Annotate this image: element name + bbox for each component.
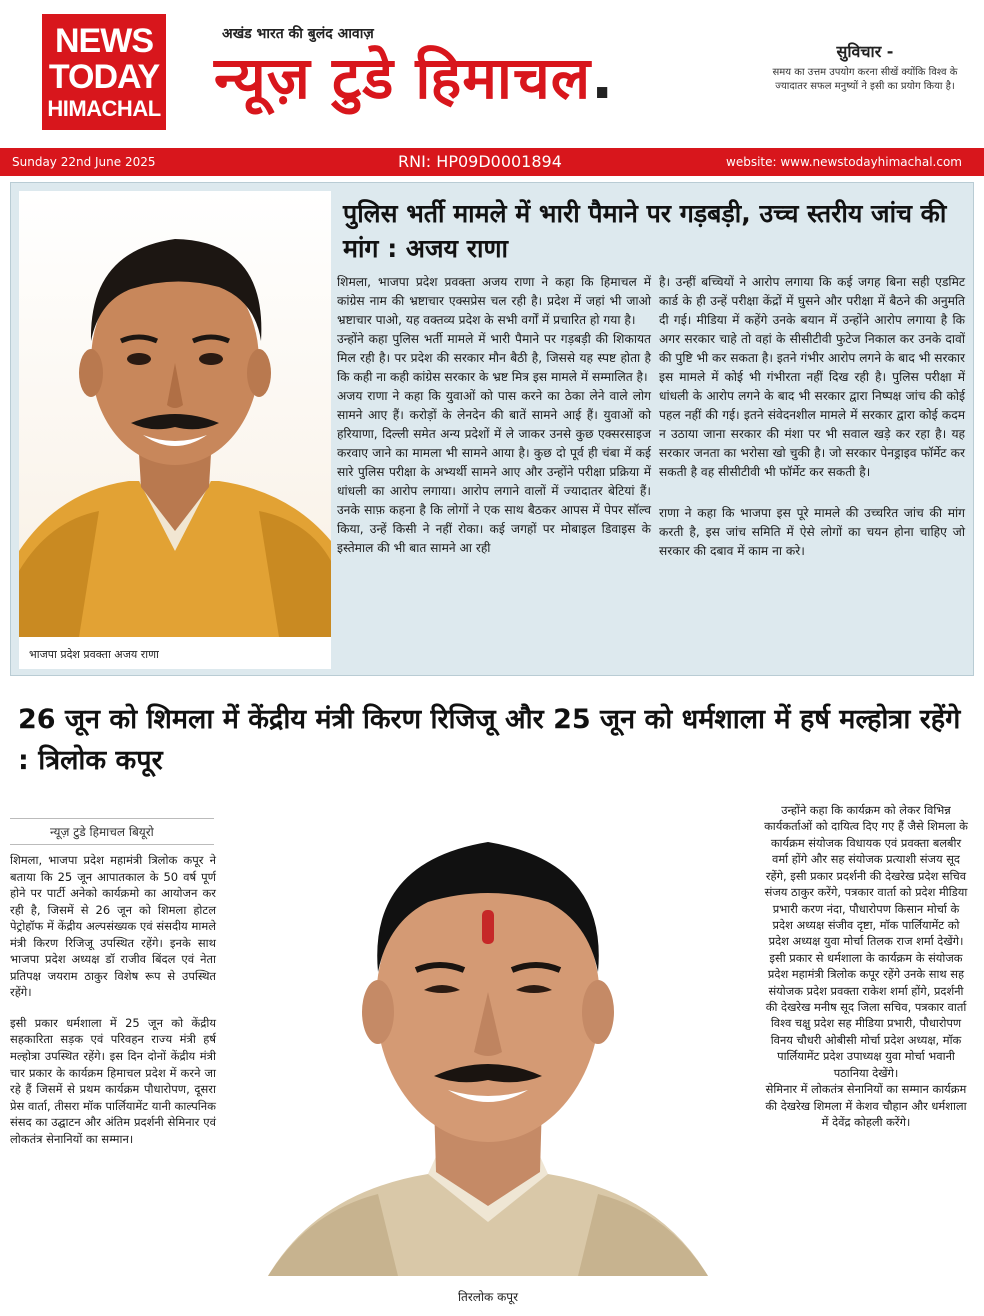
story2-para-2: इसी प्रकार धर्मशाला में 25 जून को केंद्रीय सहकारिता सड़क एवं परिवहन राज्य मंत्री हर्ष मल्होत्रा उपस्थित रहेंगे। इस दिन दोनों केंद्रीय मंत्री चार प्रकार के कार्यक्रम हिमाचल प्रदेश में करने जा रहे हैं जिसमें से प्रथम कार्यक्रम पौधारोपण, दूसरा प्रेस वार्ता, तीसरा मॉक पार्लियामेंट यानी काल्पनिक संसद का उद्घाटन और अंतिम प्रदर्शनी सेमिनार एवं लोकतंत्र सेनानियों का सम्मान। (10, 1015, 216, 1146)
logo-line-himachal: HIMACHAL (47, 96, 161, 121)
website-link[interactable]: website: www.newstodayhimachal.com (726, 155, 962, 169)
tagline: अखंड भारत की बुलंद आवाज़ (222, 26, 374, 42)
rni-number: RNI: HP09D0001894 (398, 152, 562, 171)
story1-headline[interactable]: पुलिस भर्ती मामले में भारी पैमाने पर गड़बड़ी, उच्च स्तरीय जांच की मांग : अजय राणा (343, 199, 947, 263)
story2-para-3: उन्होंने कहा कि कार्यक्रम को लेकर विभिन्न कार्यकर्ताओं को दायित्व दिए गए हैं जैसे शिमला के कार्यक्रम संयोजक विधायक एवं प्रवक्ता बलबीर वर्मा होंगे और सह संयोजक प्रत्याशी संजय सूद रहेंगे, इसी प्रकार प्रदर्शनी की देखरेख प्रदेश सचिव संजय ठाकुर करेंगे, पत्रकार वार्ता को प्रदेश मीडिया प्रभारी करण नंदा, पौधारोपण किसान मोर्चा के प्रदेश अध्यक्ष संजीव दृष्टा, मॉक पार्लियामेंट को प्रदेश अध्यक्ष युवा मोर्चा तिलक राज शर्मा देखेंगे। (764, 803, 968, 949)
logo-line-today: TODAY (48, 58, 160, 96)
story2-column-1 (10, 852, 216, 1147)
portrait-illustration-2 (228, 802, 748, 1276)
story1-column-2 (659, 273, 965, 561)
issue-date: Sunday 22nd June 2025 (12, 155, 156, 169)
brand-dot: . (591, 44, 615, 112)
story1-para-2: उन्होंने कहा पुलिस भर्ती मामले में भारी पैमाने पर गड़बड़ी की शिकायत मिल रही है। पर प्रदेश की सरकार मौन बैठी है, जिससे यह स्पष्ट होता है कि कही ना कही कांग्रेस सरकार के भ्रष्ट मित्र इस मामले में सम्मालित है। (337, 332, 651, 385)
ajay-rana-photo (19, 191, 331, 637)
masthead (0, 0, 984, 140)
thought-title: सुविचार - (836, 42, 894, 61)
story2-para-5: सेमिनार में लोकतंत्र सेनानियों का सम्मान कार्यक्रम की देखरेख शिमला में केशव चौहान और धर्मशाला में देवेंद्र कोहली करेंगे। (765, 1082, 967, 1130)
newspaper-logo[interactable] (42, 14, 166, 130)
story1-para-5: राणा ने कहा कि भाजपा इस पूरे मामले की उच्चरित जांच की मांग करती है, इस जांच समिति में ऐसे लोगों का चयन होना चाहिए जो सरकार की दबाव में काम ना करे। (659, 506, 965, 559)
brand-title-text: न्यूज़ टुडे हिमाचल (214, 44, 592, 112)
thought-of-day (760, 40, 970, 94)
story2-byline: न्यूज़ टुडे हिमाचल बियूरो (10, 818, 214, 845)
story1-para-3: अजय राणा ने कहा कि युवाओं को पास करने का ठेका लेने वाले लोग सामने आए हैं। करोड़ों के लेनदेन की बातें सामने आई हैं। युवाओं को हरियाणा, दिल्ली समेत अन्य प्रदेशों में ले जाकर उनसे कुछ एक्सरसाइज करवाए जाने का मामला भी सामने आया है। कुछ दो पूर्व ही चंबा में कई सारे पुलिस परीक्षा के अभ्यर्थी सामने आए और उन्होंने परीक्षा प्रक्रिया में धांधली का आरोप लगाया। आरोप लगाने वालों में ज्यादातर बेटियां हैं। उनके साफ़ कहना है कि लोगों ने एक साथ बैठकर आपस में पेपर सॉल्व किया, उन्हें किसी ने नहीं रोका। कई जगहों पर मोबाइल डिवाइस के इस्तेमाल की भी बात सामने आ रही (337, 389, 651, 556)
brand-title (214, 36, 614, 115)
info-bar (0, 148, 984, 176)
story2-para-1: शिमला, भाजपा प्रदेश महामंत्री त्रिलोक कपूर ने बताया कि 25 जून आपातकाल के 50 वर्ष पूर्ण होने पर पार्टी अनेको कार्यक्रमो का आयोजन कर रही है, जिसमें से 26 जून को शिमला होटल पेट्रोहॉफ में केंद्रीय अल्पसंख्यक एवं संसदीय मामले मंत्री किरण रिजिजू उपस्थित रहेंगे। इनके साथ भाजपा प्रदेश अध्यक्ष डॉ राजीव बिंदल एवं नेता प्रतिपक्ष जयराम ठाकुर विशेष रूप से उपस्थित रहेंगे। (10, 853, 216, 1000)
story2-column-2 (762, 802, 970, 1130)
story2-headline[interactable]: 26 जून को शिमला में केंद्रीय मंत्री किरण रिजिजू और 25 जून को धर्मशाला में हर्ष मल्होत्रा रहेंगे : त्रिलोक कपूर (18, 704, 961, 776)
logo-line-news: NEWS (55, 22, 153, 60)
story1-para-4: है। उन्हीं बच्चियों ने आरोप लगाया कि कई जगह बिना सही एडमिट कार्ड के ही उन्हें परीक्षा केंद्रों में घुसने और परीक्षा में बैठने की अनुमति दी गई। मीडिया में कहेंगे उनके बयान में उन्होंने आरोप लगाया है कि अगर सरकार चाहे तो वहां के सीसीटीवी फुटेज निकाल कर उनके दावों की पुष्टि भी कर सकता है। इतने गंभीर आरोप लगने के बाद भी सरकार इस मामले में कोई भी गंभीरता नहीं दिख रही है। पुलिस परीक्षा में धांधली के आरोप लगने के बाद भी सरकार द्वारा निष्पक्ष जांच की कोई पहल नहीं की गई। इतने संवेदनशील मामले में सरकार द्वारा कोई कदम न उठाया जाना सरकार की मंशा पर भी सवाल खड़े कर रहा है। यह सरकार जनता का भरोसा खो चुकी है। जो सरकार पेनड्राइव फॉर्मेट कर सकती है वह सीसीटीवी भी फॉर्मेट कर सकती है। (659, 275, 966, 480)
trilok-kapoor-photo (228, 802, 748, 1276)
story1-column-1 (337, 273, 651, 558)
story1-box (10, 182, 974, 676)
story2-para-4: इसी प्रकार से धर्मशाला के कार्यक्रम के संयोजक प्रदेश महामंत्री त्रिलोक कपूर रहेंगे उनके साथ सह संयोजक प्रदेश प्रवक्ता राकेश शर्मा होंगे, प्रदर्शनी की देखरेख मनीष सूद जिला सचिव, पत्रकार वार्ता विश्व चक्षु प्रदेश सह मीडिया प्रभारी, पौधारोपण विनय चौधरी ओबीसी मोर्चा प्रदेश अध्यक्ष, मॉक पार्लियामेंट प्रदेश उपाध्यक्ष युवा मोर्चा भवानी पठानिया देखेंगे। (765, 950, 967, 1080)
thought-text: समय का उत्तम उपयोग करना सीखें क्योंकि विश्व के ज्यादातर सफल मनुष्यों ने इसी का प्रयोग किया है। (772, 67, 958, 92)
photo-caption-1: भाजपा प्रदेश प्रवक्ता अजय राणा (19, 637, 331, 669)
portrait-illustration-1 (19, 191, 331, 637)
photo-caption-2: तिरलोक कपूर (457, 1290, 519, 1304)
story1-para-1: शिमला, भाजपा प्रदेश प्रवक्ता अजय राणा ने कहा कि हिमाचल में कांग्रेस नाम की भ्रष्टाचार एक्सप्रेस चल रही है। प्रदेश में जहां भी जाओ भ्रष्टाचार पाओ, यह वक्तव्य प्रदेश के सभी वर्गों में प्रचारित हो गया है। (337, 275, 651, 328)
